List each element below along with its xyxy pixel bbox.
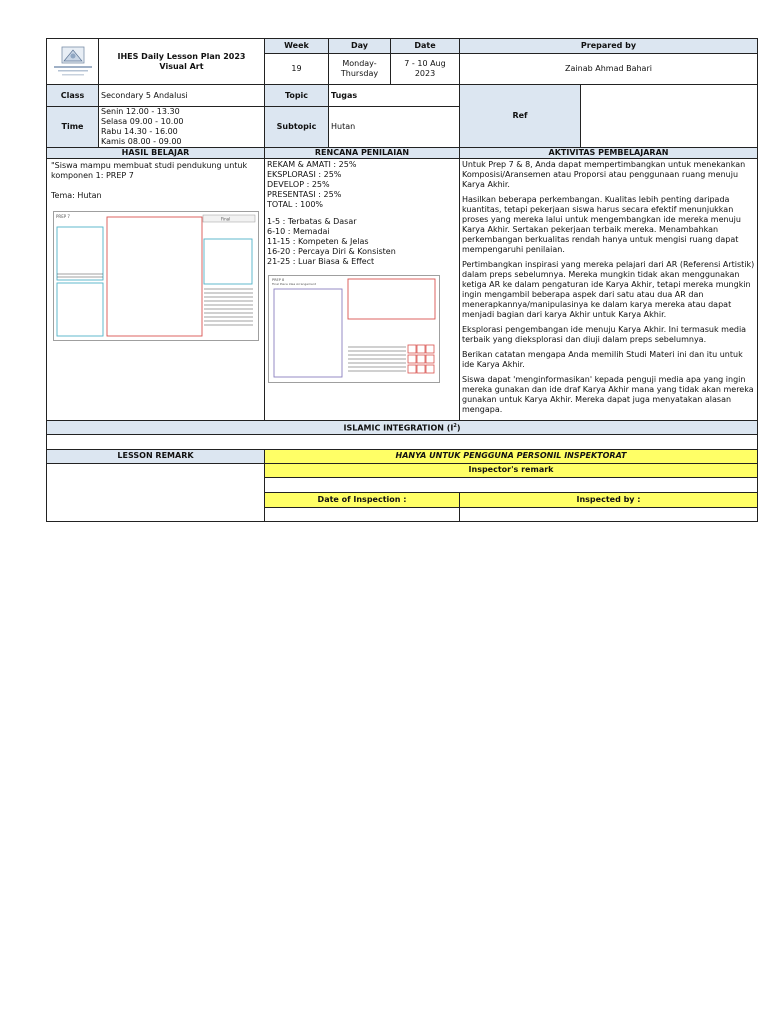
sketch-final-label: Final [220, 216, 230, 222]
prep8-layout-sketch [268, 275, 440, 383]
inspector-remark-content [265, 477, 758, 492]
day-label: Day [329, 39, 391, 54]
inspected-by-value [460, 507, 758, 521]
activity-paragraph: Pertimbangkan inspirasi yang mereka pelajari dari AR (Referensi Artistik) dalam preps sebelumnya. Mereka mungkin tidak akan menggunakan ketiga AR ke dalam pengaturan ide Karya Akhir, tetapi mereka mungkin ingin mengambil beberapa aspek dari satu atau dua AR dan menerapkannya/manipulasinya ke dalam karya mereka atau dapat menjadi bagian dari karya Akhir untuk Karya Akhir. [462, 260, 755, 319]
prepared-by-label: Prepared by [460, 39, 758, 54]
aktivitas-pembelajaran-header: AKTIVITAS PEMBELAJARAN [460, 148, 758, 159]
scale-line: 21-25 : Luar Biasa & Effect [267, 257, 375, 266]
day-value-line1: Monday- [342, 59, 377, 68]
date-of-inspection-label: Date of Inspection : [265, 492, 460, 507]
scale-line: 11-15 : Kompeten & Jelas [267, 237, 369, 246]
school-crest-logo [50, 45, 96, 79]
learning-goal-line1: "Siswa mampu membuat studi pendukung untuk [51, 161, 248, 170]
rencana-penilaian-cell [265, 159, 460, 421]
islamic-integration-header [47, 421, 758, 435]
weight-line: TOTAL : 100% [267, 200, 324, 209]
sketch-final-piece-label: Final Piece Idea Arrangement [272, 282, 316, 286]
activity-paragraph: Untuk Prep 7 & 8, Anda dapat mempertimbangkan untuk menekankan Komposisi/Aransemen atau Proporsi atau penggunaan ruang menuju Karya Akhir. [462, 160, 746, 189]
activity-paragraph: Berikan catatan mengapa Anda memilih Studi Materi ini dan itu untuk ide Karya Akhir. [462, 350, 743, 369]
time-label: Time [47, 107, 99, 148]
date-label: Date [391, 39, 460, 54]
activity-paragraph: Siswa dapat 'menginformasikan' kepada penguji media apa yang ingin mereka gunakan dan ide draf Karya Akhir mana yang tidak akan mereka gunakan untuk Karya Akhir. Mereka dapat juga menyatakan alasan mengapa. [462, 375, 754, 414]
ref-label: Ref [460, 85, 581, 148]
plan-title [99, 39, 265, 85]
lesson-plan-table [46, 38, 758, 522]
class-label: Class [47, 85, 99, 107]
date-of-inspection-value [265, 507, 460, 521]
lesson-remark-header: LESSON REMARK [47, 449, 265, 463]
rencana-penilaian-header: RENCANA PENILAIAN [265, 148, 460, 159]
aktivitas-pembelajaran-cell [460, 159, 758, 421]
ref-value [581, 85, 758, 148]
date-value-line1: 7 - 10 Aug [404, 59, 446, 68]
islamic-integration-title: ISLAMIC INTEGRATION (I [343, 423, 454, 433]
prep7-layout-sketch [53, 211, 259, 341]
islamic-integration-content [47, 434, 758, 449]
week-value: 19 [265, 54, 329, 85]
inspector-remark-label: Inspector's remark [265, 463, 758, 477]
time-line: Senin 12.00 - 13.30 [101, 107, 180, 116]
date-value [391, 54, 460, 85]
sketch-prep8-label: PREP 8 [272, 278, 285, 282]
date-value-line2: 2023 [414, 69, 436, 78]
plan-title-line2: Visual Art [159, 61, 204, 71]
activity-paragraph: Hasilkan beberapa perkembangan. Kualitas lebih penting daripada kuantitas, tetapi pekerjaan siswa harus secara efektif menunjukkan proses yang mereka lalui untuk mengembangkan ide mereka menuju Karya Akhir. Sertakan pekerjaan terbaik mereka. Menambahkan perkembangan berkualitas rendah hanya untuk mengisi ruang dapat mempengaruhi penilaian. [462, 195, 741, 254]
inspector-banner: HANYA UNTUK PENGGUNA PERSONIL INSPEKTORAT [265, 449, 758, 463]
subtopic-label: Subtopic [265, 107, 329, 148]
time-line: Kamis 08.00 - 09.00 [101, 137, 182, 146]
weight-line: REKAM & AMATI : 25% [267, 160, 357, 169]
learning-goal-line2: komponen 1: PREP 7 [51, 171, 134, 180]
islamic-integration-superscript: 2 [453, 423, 457, 429]
topic-value: Tugas [329, 85, 460, 107]
time-line: Rabu 14.30 - 16.00 [101, 127, 178, 136]
theme-label: Tema: Hutan [51, 191, 102, 200]
time-line: Selasa 09.00 - 10.00 [101, 117, 184, 126]
weight-line: PRESENTASI : 25% [267, 190, 342, 199]
weight-line: DEVELOP : 25% [267, 180, 330, 189]
topic-label: Topic [265, 85, 329, 107]
day-value [329, 54, 391, 85]
islamic-integration-title-end: ) [456, 423, 461, 433]
scale-line: 1-5 : Terbatas & Dasar [267, 217, 357, 226]
weight-line: EKSPLORASI : 25% [267, 170, 342, 179]
plan-title-line1: IHES Daily Lesson Plan 2023 [117, 51, 246, 61]
time-schedule [99, 107, 265, 148]
hasil-belajar-header: HASIL BELAJAR [47, 148, 265, 159]
class-value: Secondary 5 Andalusi [99, 85, 265, 107]
inspected-by-label: Inspected by : [460, 492, 758, 507]
hasil-belajar-cell [47, 159, 265, 421]
logo-cell [47, 39, 99, 85]
lesson-remark-content [47, 463, 265, 521]
learning-goal [51, 161, 262, 201]
day-value-line2: Thursday [340, 69, 379, 78]
week-label: Week [265, 39, 329, 54]
prepared-by-value: Zainab Ahmad Bahari [460, 54, 758, 85]
scale-line: 6-10 : Memadai [267, 227, 330, 236]
scale-line: 16-20 : Percaya Diri & Konsisten [267, 247, 396, 256]
subtopic-value: Hutan [329, 107, 460, 148]
activity-paragraph: Eksplorasi pengembangan ide menuju Karya Akhir. Ini termasuk media terbaik yang dieksplorasi dan diuji dalam preps sebelumnya. [462, 325, 747, 344]
sketch-prep-label: PREP 7 [55, 214, 70, 219]
